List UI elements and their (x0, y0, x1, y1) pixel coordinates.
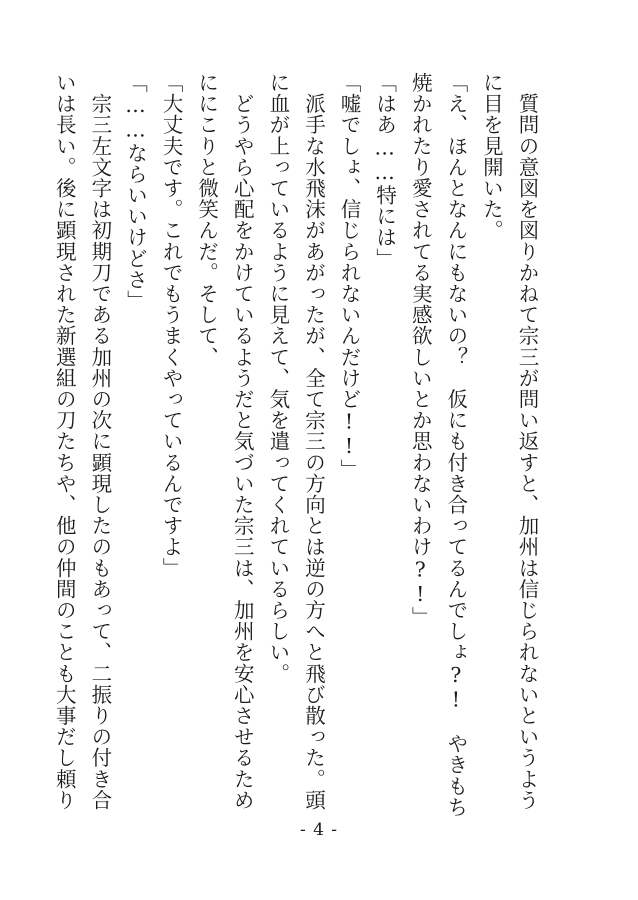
text-line: ににこりと微笑んだ。そして、 (194, 72, 219, 368)
text-line: いは長い。後に顕現された新選組の刀たちや、他の仲間のことも大事だし頼り (52, 72, 77, 811)
text-line: 「……ならいいけどさ」 (123, 72, 148, 312)
text-line: 「はあ……特には」 (372, 72, 397, 269)
text-line: 焼かれたり愛されてる実感欲しいとか思わないわけ?!」 (408, 72, 433, 628)
text-line: 「嘘でしょ、信じられないんだけど!!」 (337, 72, 362, 480)
text-line: 派手な水飛沫があがったが、全て宗三の方向とは逆の方へと飛び散った。頭 (301, 72, 326, 811)
text-line: 「大丈夫です。これでもうまくやっているんですよ」 (159, 72, 184, 579)
page-number: - 4 - (299, 820, 339, 840)
vertical-text-body (46, 72, 544, 818)
text-line: 宗三左文字は初期刀である加州の次に顕現したのもあって、二振りの付き合 (87, 72, 112, 811)
text-line: どうやら心配をかけているようだと気づいた宗三は、加州を安心させるため (230, 72, 255, 811)
text-line: に目を見開いた。 (479, 72, 504, 241)
text-line: 質問の意図を図りかねて宗三が問い返すと、加州は信じられないというよう (515, 72, 539, 811)
text-line: に血が上っているように見えて、気を遣ってくれているらしい。 (265, 72, 290, 684)
text-line: 「え、ほんとなんにもないの？ 仮にも付き合ってるんでしょ?! やきもち (443, 72, 468, 818)
